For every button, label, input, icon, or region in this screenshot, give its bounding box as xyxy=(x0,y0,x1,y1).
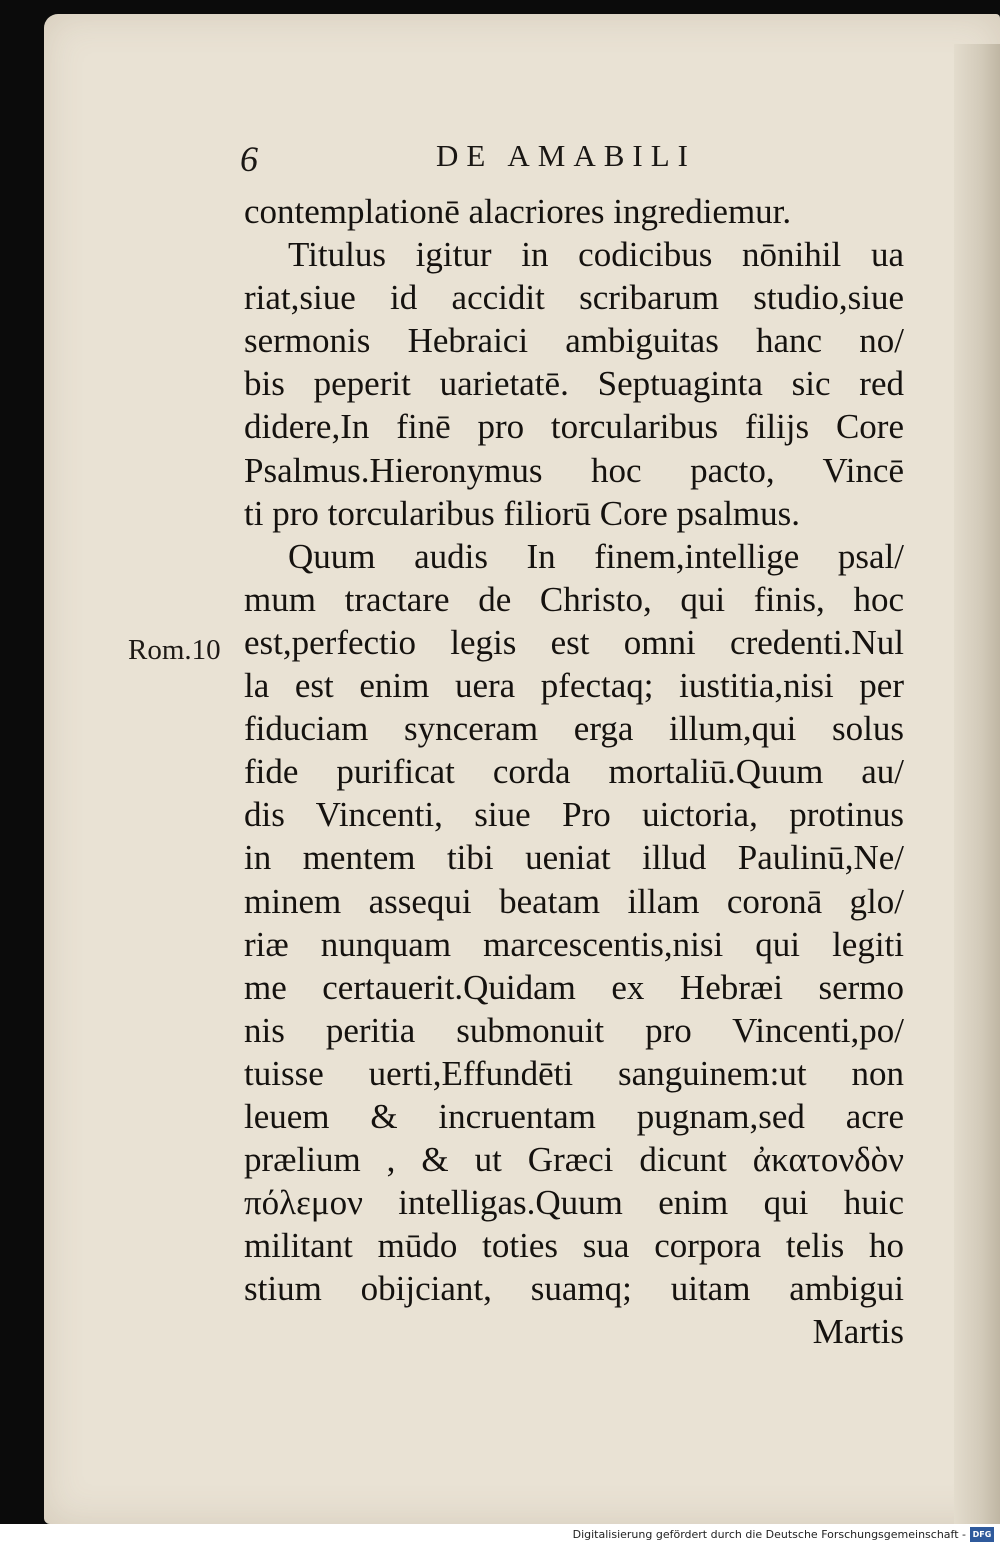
text-line: Quum audis In finem,intellige psal/ xyxy=(288,536,904,576)
text-line: minem assequi beatam illam coronā glo/ xyxy=(244,881,904,921)
text-line: nis peritia submonuit pro Vincenti,po/ xyxy=(244,1010,904,1050)
text-line: Psalmus.Hieronymus hoc pacto, Vincē xyxy=(244,450,904,490)
text-line: sermonis Hebraici ambiguitas hanc no/ xyxy=(244,321,904,361)
text-line: riæ nunquam marcescentis,nisi qui legiti xyxy=(244,924,904,964)
text-line: dis Vincenti, siue Pro uictoria, protinus xyxy=(244,795,904,835)
text-line: ti pro torcularibus filiorū Core psalmus. xyxy=(244,493,801,533)
dfg-logo-icon: DFG xyxy=(970,1527,994,1542)
text-line: militant mūdo toties sua corpora telis ho xyxy=(244,1226,904,1266)
text-line: πόλεμον intelligas.Quum enim qui huic xyxy=(244,1183,904,1223)
catchword: Martis xyxy=(812,1312,904,1352)
text-line: stium obijciant, suamq; uitam ambigui xyxy=(244,1269,904,1309)
running-head: DE AMABILI xyxy=(436,138,696,173)
text-line: contemplationē alacriores ingrediemur. xyxy=(244,192,792,231)
text-line: fiduciam synceram erga illum,qui solus xyxy=(244,709,904,749)
text-line: riat,siue id accidit scribarum studio,siue xyxy=(244,278,904,318)
page-edge xyxy=(954,44,1000,1524)
text-line: bis peperit uarietatē. Septuaginta sic red xyxy=(244,364,904,404)
footer-credit: Digitalisierung gefördert durch die Deutsche Forschungsgemeinschaft - xyxy=(572,1528,966,1541)
text-line: me certauerit.Quidam ex Hebræi sermo xyxy=(244,967,904,1007)
marginal-note: Rom.10 xyxy=(128,634,221,666)
page-number: 6 xyxy=(240,139,258,179)
text-line: mum tractare de Christo, qui finis, hoc xyxy=(244,579,904,619)
text-line: tuisse uerti,Effundēti sanguinem:ut non xyxy=(244,1053,904,1093)
page-header xyxy=(240,138,710,178)
text-line: fide purificat corda mortaliū.Quum au/ xyxy=(244,752,904,792)
text-line: in mentem tibi ueniat illud Paulinū,Ne/ xyxy=(244,838,904,878)
text-line: est,perfectio legis est omni credenti.Nul xyxy=(244,622,904,662)
body-text xyxy=(244,190,904,1354)
text-line: didere,In finē pro torcularibus filijs Core xyxy=(244,407,904,447)
digitization-footer xyxy=(0,1524,1000,1547)
text-line: prælium , & ut Græci dicunt ἀκατονδὸν xyxy=(244,1140,904,1180)
text-line: Titulus igitur in codicibus nōnihil ua xyxy=(288,235,904,275)
text-line: la est enim uera pfectaq; iustitia,nisi per xyxy=(244,666,904,706)
text-line: leuem & incruentam pugnam,sed acre xyxy=(244,1096,904,1136)
